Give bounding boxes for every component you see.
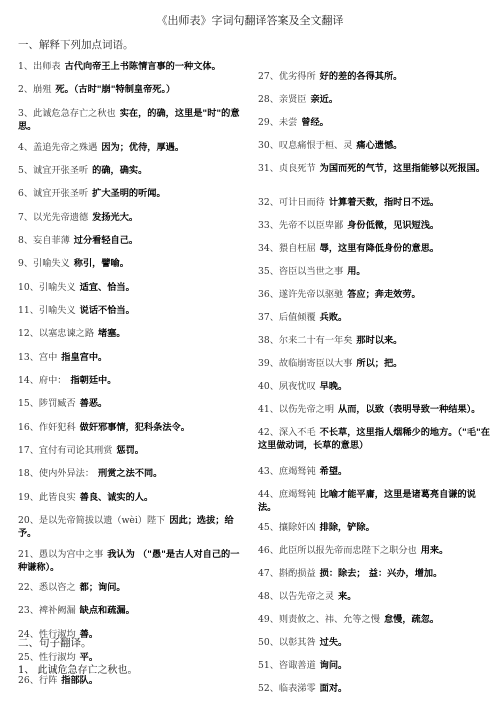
vocab-item [258, 613, 490, 626]
vocab-item [18, 83, 248, 96]
vocab-item [18, 304, 248, 317]
vocab-item [18, 491, 248, 504]
vocab-item [18, 374, 248, 387]
vocab-item [258, 521, 490, 534]
vocab-term: 14、府中： [18, 375, 67, 386]
vocab-answer: 曾经。 [301, 117, 329, 128]
vocab-answer: 比喻才能平庸，这里是诸葛亮自谦的说法。 [258, 489, 476, 513]
vocab-item [258, 659, 490, 672]
vocab-item [258, 288, 490, 301]
vocab-item [18, 281, 248, 294]
vocab-answer: 因为；优待，厚遇。 [101, 142, 185, 153]
vocab-term: 40、夙夜忧叹 [258, 381, 316, 392]
vocab-item [258, 403, 490, 416]
vocab-item [258, 162, 490, 175]
vocab-answer: 死。（古时"崩"特制皇帝死。） [55, 84, 176, 95]
vocab-term: 30、叹息痛恨于桓、灵 [258, 140, 353, 151]
vocab-item [258, 357, 490, 370]
vocab-term: 39、故临崩寄臣以大事 [258, 358, 353, 369]
vocab-term: 36、遂许先帝以驱驰 [258, 289, 344, 300]
vocab-answer: 都；询问。 [79, 582, 126, 593]
vocab-answer: 扩大圣明的听闻。 [92, 188, 166, 199]
vocab-term: 11、引喻失义 [18, 305, 76, 316]
vocab-answer: 缺点和疏漏。 [79, 605, 135, 616]
vocab-term: 10、引喻失义 [18, 282, 76, 293]
vocab-term: 18、使内外异法： [18, 468, 95, 479]
vocab-item [258, 265, 490, 278]
vocab-answer: 堵塞。 [98, 328, 126, 339]
vocab-answer: 平。 [79, 652, 99, 663]
vocab-item [18, 444, 248, 457]
vocab-term: 38、尔来二十有一年矣 [258, 335, 353, 346]
vocab-item [18, 581, 248, 594]
vocab-answer: 的确，确实。 [92, 165, 148, 176]
vocab-term: 13、宫中 [18, 352, 58, 363]
vocab-answer: 不长草，这里指人烟稀少的地方。（"毛"在这里做动词，长草的意思） [258, 427, 490, 451]
vocab-item [258, 116, 490, 129]
section-heading-translation: 二、句子翻译。 [18, 637, 92, 649]
vocab-answer: 善。 [79, 629, 99, 640]
vocab-term: 44、庶竭驽钝 [258, 489, 316, 500]
vocab-item [258, 380, 490, 393]
vocab-answer: 身份低微，见识短浅。 [347, 220, 440, 231]
vocab-item [18, 514, 248, 540]
vocab-term: 33、先帝不以臣卑鄙 [258, 220, 344, 231]
vocab-answer: 发扬光大。 [92, 212, 139, 223]
vocab-answer: 善良、诚实的人。 [79, 492, 154, 503]
vocab-answer: 兵败。 [319, 312, 348, 323]
vocab-answer: 古代向帝王上书陈情言事的一种文体。 [64, 61, 221, 72]
vocab-answer: 希望。 [319, 466, 348, 477]
vocab-answer: 实在，的确，这里是"时"的意思。 [18, 108, 240, 132]
vocab-term: 23、裨补阙漏 [18, 605, 76, 616]
vocab-item [18, 327, 248, 340]
vocab-term: 45、攘除奸凶 [258, 522, 316, 533]
vocab-answer: 痛心遗憾。 [356, 140, 403, 151]
vocab-term: 51、咨诹善道 [258, 660, 316, 671]
vocab-item [258, 311, 490, 324]
vocab-item [258, 488, 490, 514]
vocab-answer: 那时以来。 [356, 335, 403, 346]
vocab-answer: 来。 [338, 591, 357, 602]
vocab-item [18, 60, 248, 73]
vocab-item [258, 139, 490, 152]
vocab-answer: 因此；选拔；给予。 [18, 515, 234, 539]
vocab-answer: 为国而死的气节，这里指能够以死报国。 [319, 163, 486, 174]
vocab-term: 42、深入不毛 [258, 427, 316, 438]
vocab-term: 17、宜付有司论其刑赏 [18, 445, 113, 456]
vocab-term: 47、斟酌损益 [258, 568, 316, 579]
vocab-answer: 排除，铲除。 [319, 522, 375, 533]
vocab-answer: 面对。 [319, 683, 348, 694]
vocab-item [258, 465, 490, 478]
vocab-item [18, 351, 248, 364]
vocab-term: 3、此诚危急存亡之秋也 [18, 108, 116, 119]
vocab-item [258, 70, 490, 83]
vocab-answer: 我认为 （"愚"是古人对自己的一种谦称）。 [18, 549, 240, 573]
vocab-answer: 早晚。 [319, 381, 348, 392]
vocab-item [258, 196, 490, 209]
vocab-item [18, 107, 248, 133]
vocab-term: 15、陟罚臧否 [18, 398, 76, 409]
vocab-term: 48、以告先帝之灵 [258, 591, 335, 602]
vocab-answer: 刑赏之法不同。 [98, 468, 163, 479]
vocab-term: 32、可计日而待 [258, 197, 325, 208]
vocab-item [18, 548, 248, 574]
vocab-item [258, 242, 490, 255]
vocab-answer: 过失。 [319, 637, 348, 648]
vocab-item [258, 682, 490, 695]
vocab-term: 31、贞良死节 [258, 163, 316, 174]
vocab-answer: 用。 [347, 266, 366, 277]
vocab-item [18, 234, 248, 247]
vocab-term: 35、咨臣以当世之事 [258, 266, 344, 277]
vocab-item [258, 426, 490, 452]
vocab-term: 19、此皆良实 [18, 492, 76, 503]
vocab-item [18, 187, 248, 200]
vocab-answer: 亲近。 [310, 94, 339, 105]
vocab-term: 24、性行淑均 [18, 629, 76, 640]
vocab-term: 25、性行淑均 [18, 652, 76, 663]
vocab-answer: 指朝廷中。 [70, 375, 117, 386]
vocab-answer: 好的差的各得其所。 [319, 71, 403, 82]
vocab-term: 49、则责攸之、祎、允等之慢 [258, 614, 380, 625]
vocab-term: 37、后值倾覆 [258, 312, 316, 323]
vocab-item [258, 334, 490, 347]
vocab-answer: 指部队。 [61, 675, 99, 686]
vocab-answer: 适宜、恰当。 [79, 282, 135, 293]
vocab-item [18, 257, 248, 270]
vocab-answer: 称引，譬喻。 [73, 258, 129, 269]
document-title: 《出师表》字词句翻译答案及全文翻译 [156, 14, 344, 27]
section-heading-vocabulary: 一、解释下列加点词语。 [18, 39, 134, 51]
vocab-item [258, 590, 490, 603]
vocab-answer: 询问。 [319, 660, 348, 671]
vocab-answer: 辱，这里有降低身份的意思。 [319, 243, 440, 254]
vocab-item [18, 397, 248, 410]
vocab-term: 4、盖追先帝之殊遇 [18, 142, 98, 153]
vocab-item [18, 164, 248, 177]
vocab-item [18, 141, 248, 154]
vocab-item [258, 636, 490, 649]
vocab-item [18, 467, 248, 480]
vocab-answer: 所以；把。 [356, 358, 403, 369]
vocab-item [258, 93, 490, 106]
vocab-answer: 过分看轻自己。 [73, 235, 139, 246]
vocab-item [258, 219, 490, 232]
vocab-term: 8、妄自菲薄 [18, 235, 70, 246]
vocab-answer: 说话不恰当。 [79, 305, 135, 316]
vocab-answer: 从而，以致（表明导致一种结果）。 [338, 404, 481, 415]
vocab-answer: 损：除去； 益：兴办，增加。 [319, 568, 443, 579]
vocab-term: 5、诚宜开张圣听 [18, 165, 89, 176]
vocab-term: 22、悉以咨之 [18, 582, 76, 593]
vocab-answer: 做奸邪事情，犯科条法令。 [79, 422, 190, 433]
vocab-answer: 怠慢，疏忽。 [383, 614, 440, 625]
vocab-answer: 计算着天数，指时日不远。 [328, 197, 440, 208]
translation-sentence: 1、 此诚危急存亡之秋也。 [18, 665, 138, 676]
vocab-answer: 用来。 [420, 545, 449, 556]
vocab-answer: 善恶。 [79, 398, 108, 409]
vocab-term: 41、以伤先帝之明 [258, 404, 335, 415]
vocab-term: 9、引喻失义 [18, 258, 70, 269]
vocab-term: 27、优劣得所 [258, 71, 316, 82]
vocab-answer: 答应；奔走效劳。 [347, 289, 421, 300]
vocab-item [258, 544, 490, 557]
vocab-term: 28、亲贤臣 [258, 94, 307, 105]
vocab-answer: 惩罚。 [116, 445, 144, 456]
vocab-term: 46、此臣所以报先帝而忠陛下之职分也 [258, 545, 417, 556]
vocab-term: 6、诚宜开张圣听 [18, 188, 89, 199]
vocab-term: 7、以光先帝遗德 [18, 212, 89, 223]
vocab-item [18, 604, 248, 617]
vocab-term: 16、作奸犯科 [18, 422, 76, 433]
vocab-term: 2、崩殂 [18, 84, 52, 95]
vocab-term: 52、临表涕零 [258, 683, 316, 694]
vocab-term: 20、是以先帝简拔以遗（wèi）陛下 [18, 515, 166, 526]
vocab-term: 26、行阵 [18, 675, 58, 686]
vocab-item [18, 211, 248, 224]
vocab-term: 34、猥自枉屈 [258, 243, 316, 254]
vocab-term: 50、以彰其咎 [258, 637, 316, 648]
vocab-term: 1、出师表 [18, 61, 61, 72]
vocab-item [18, 421, 248, 434]
vocab-term: 43、庶竭驽钝 [258, 466, 316, 477]
vocab-term: 29、未尝 [258, 117, 298, 128]
vocab-term: 21、愚以为宫中之事 [18, 549, 104, 560]
vocab-term: 12、以塞忠谏之路 [18, 328, 95, 339]
vocab-item [258, 567, 490, 580]
vocab-answer: 指皇宫中。 [61, 352, 108, 363]
